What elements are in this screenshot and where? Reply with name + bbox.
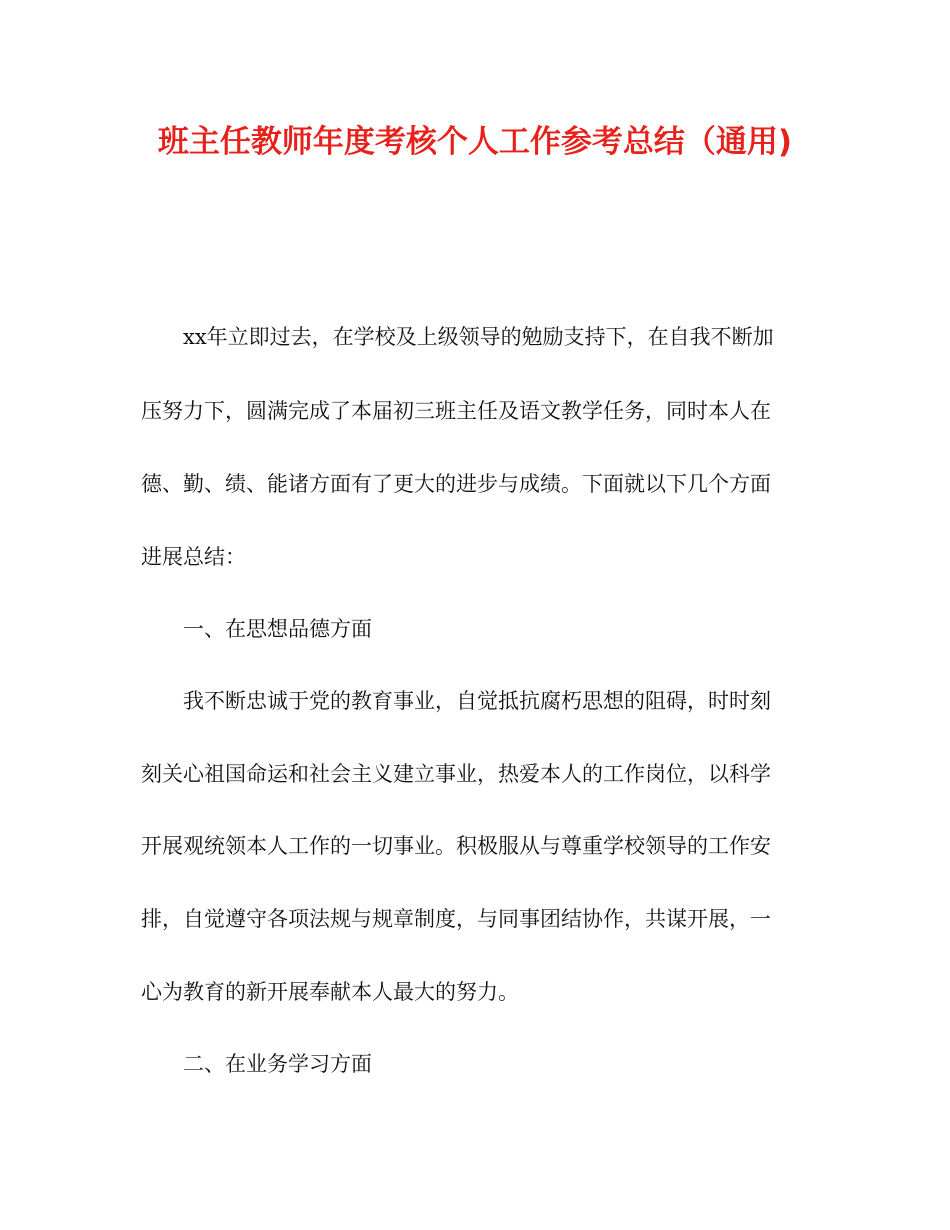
document-title: 班主任教师年度考核个人工作参考总结（通用) [157,124,793,160]
paragraph-2-line-4: 排，自觉遵守各项法规与规章制度，与同事团结协作，共谋开展，一 [141,907,771,931]
section-heading-1: 一、在思想品德方面 [183,617,372,641]
section-heading-2: 二、在业务学习方面 [183,1052,372,1076]
paragraph-1-line-1: xx年立即过去，在学校及上级领导的勉励支持下，在自我不断加 [183,325,774,349]
paragraph-2-line-1: 我不断忠诚于党的教育事业，自觉抵抗腐朽思想的阻碍，时时刻 [183,689,771,713]
paragraph-1-line-3: 德、勤、绩、能诸方面有了更大的进步与成绩。下面就以下几个方面 [141,472,771,496]
paragraph-1-line-2: 压努力下，圆满完成了本届初三班主任及语文教学任务，同时本人在 [141,399,771,423]
paragraph-2-line-5: 心为教育的新开展奉献本人最大的努力。 [141,980,519,1004]
paragraph-2-line-2: 刻关心祖国命运和社会主义建立事业，热爱本人的工作岗位，以科学 [141,762,771,786]
paragraph-1-line-4: 进展总结： [141,545,246,569]
paragraph-2-line-3: 开展观统领本人工作的一切事业。积极服从与尊重学校领导的工作安 [141,834,771,858]
